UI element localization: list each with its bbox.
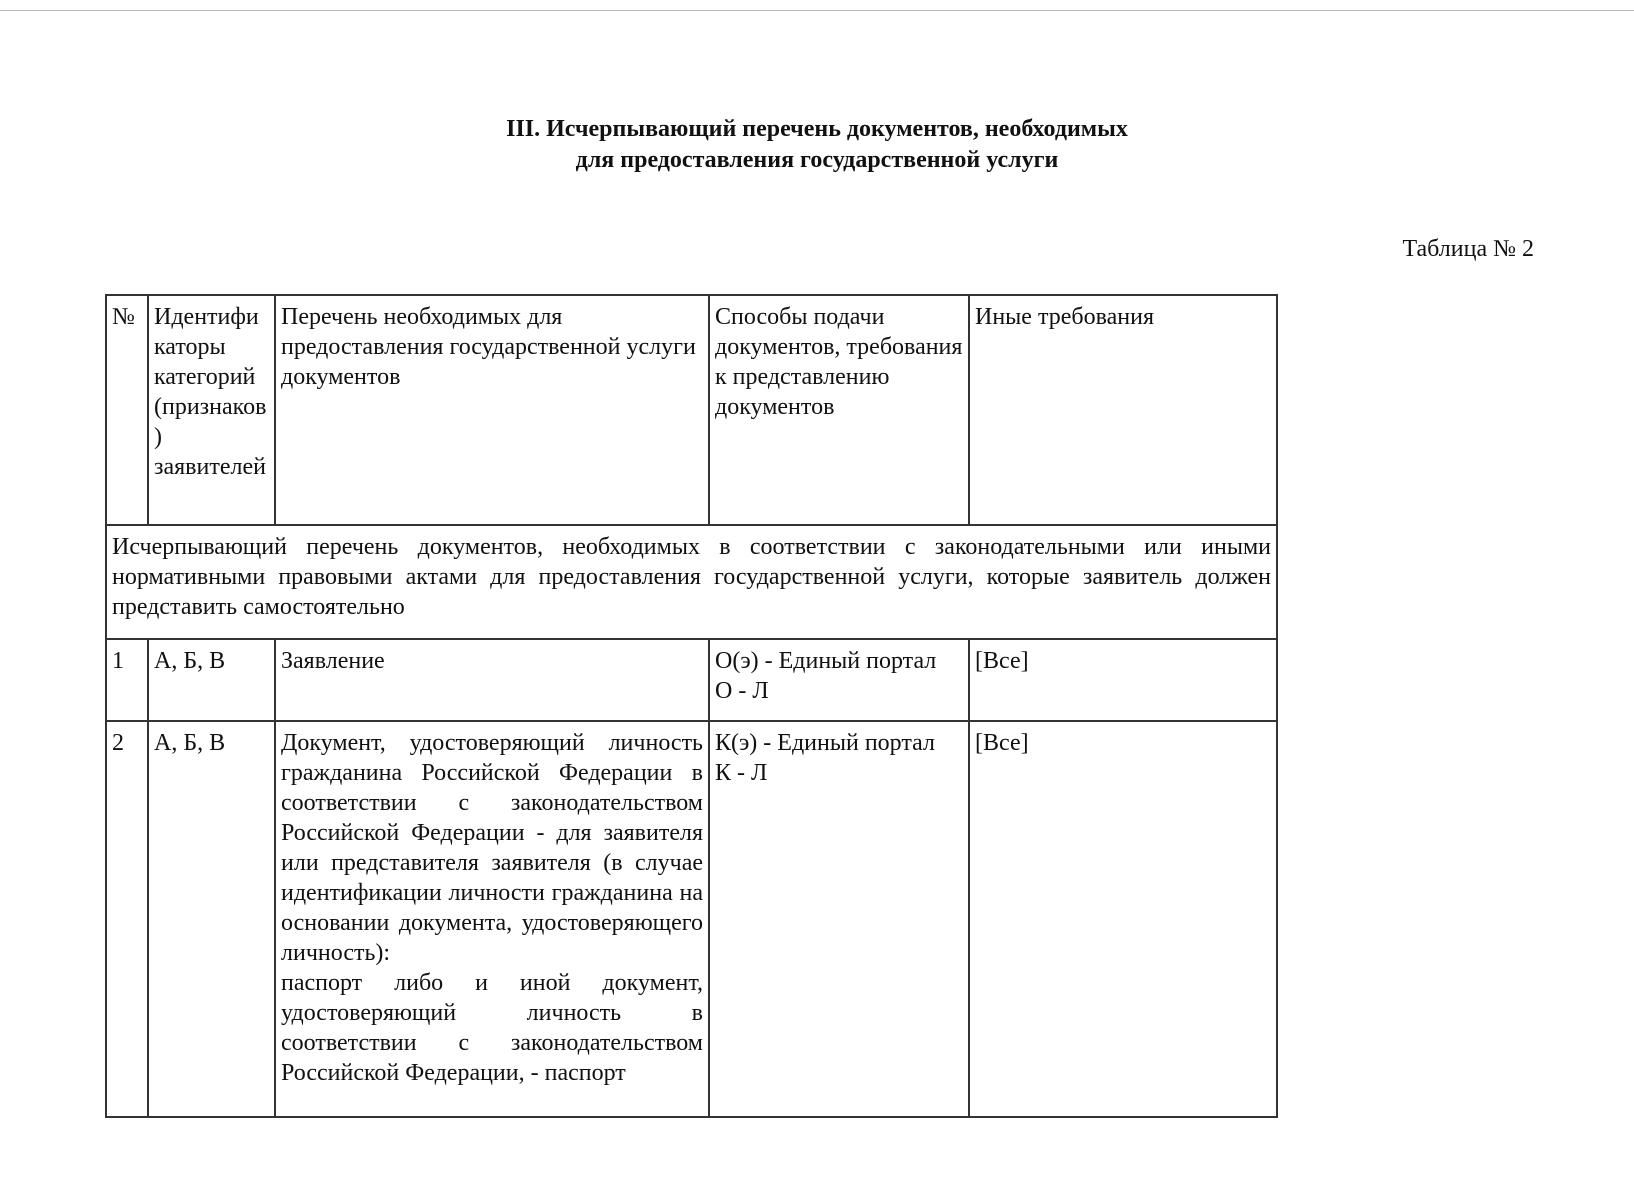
cell-categories: А, Б, В (148, 639, 275, 721)
header-number: № (106, 295, 148, 525)
cell-number: 2 (106, 721, 148, 1117)
cell-categories: А, Б, В (148, 721, 275, 1117)
cell-submission (709, 639, 969, 721)
document-text: Документ, удостоверяющий личность гражданина Российской Федерации в соответствии с законодательством Российской Федерации - для заявителя или представителя заявителя (в случае идентификации личности гражданина на основании документа, удостоверяющего личность): (281, 730, 703, 966)
table-header-row (106, 295, 1277, 525)
header-documents: Перечень необходимых для предоставления государственной услуги документов (275, 295, 709, 525)
header-categories: Идентификаторы категорий (признаков) заявителей (148, 295, 275, 525)
section-title (0, 114, 1634, 176)
submission-line: К - Л (715, 760, 768, 786)
document-text-continued: паспорт либо и иной документ, удостоверяющий личность в соответствии с законодательством Российской Федерации, - паспорт (281, 970, 703, 1086)
cell-other: [Все] (969, 721, 1277, 1117)
section-title-line-2: для предоставления государственной услуги (575, 147, 1059, 173)
cell-number: 1 (106, 639, 148, 721)
table-number-label: Таблица № 2 (1402, 236, 1534, 262)
table-row (106, 721, 1277, 1117)
cell-other: [Все] (969, 639, 1277, 721)
section-title-line-1: III. Исчерпывающий перечень документов, необходимых (506, 116, 1128, 142)
header-submission: Способы подачи документов, требования к представлению документов (709, 295, 969, 525)
submission-line: О(э) - Единый портал (715, 648, 937, 674)
header-other-requirements: Иные требования (969, 295, 1277, 525)
table-row (106, 639, 1277, 721)
submission-line: О - Л (715, 678, 769, 704)
section-heading-cell: Исчерпывающий перечень документов, необходимых в соответствии с законодательными или иными нормативными правовыми актами для предоставления государственной услуги, которые заявитель должен представить самостоятельно (106, 525, 1277, 639)
cell-document: Заявление (275, 639, 709, 721)
scan-edge-line (0, 10, 1634, 11)
cell-submission (709, 721, 969, 1117)
submission-line: К(э) - Единый портал (715, 730, 935, 756)
documents-table (105, 294, 1278, 1118)
cell-document (275, 721, 709, 1117)
table-section-row (106, 525, 1277, 639)
